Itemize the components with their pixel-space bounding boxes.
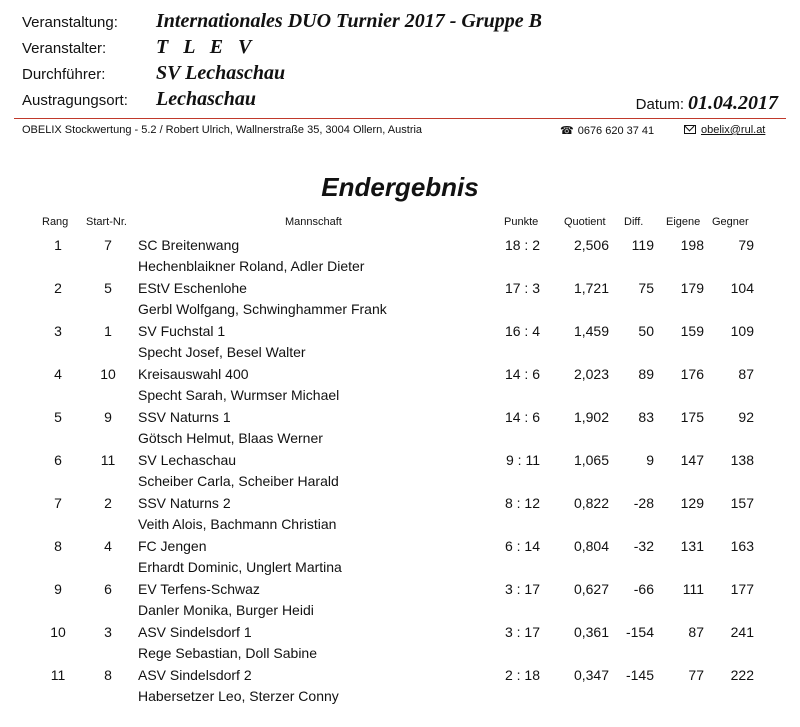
result-row bbox=[0, 448, 800, 491]
diff-cell: -154 bbox=[625, 624, 654, 640]
col-start: Start-Nr. bbox=[86, 216, 127, 228]
team-cell: ASV Sindelsdorf 1 bbox=[138, 624, 252, 640]
datum-value: 01.04.2017 bbox=[688, 92, 778, 114]
team-cell: SV Lechaschau bbox=[138, 452, 237, 468]
eigene-cell: 198 bbox=[680, 237, 704, 253]
start-cell: 10 bbox=[100, 366, 116, 382]
result-row bbox=[0, 534, 800, 577]
players-cell: Specht Sarah, Wurmser Michael bbox=[138, 387, 340, 403]
col-quotient: Quotient bbox=[564, 216, 606, 228]
gegner-cell: 241 bbox=[730, 624, 754, 640]
col-punkte: Punkte bbox=[504, 216, 539, 228]
durchfuehrer-label: Durchführer: bbox=[22, 66, 106, 83]
team-cell: FC Jengen bbox=[138, 538, 207, 554]
datum-label: Datum: bbox=[635, 96, 684, 113]
rang-cell: 11 bbox=[50, 667, 66, 683]
start-cell: 4 bbox=[104, 538, 112, 554]
austragungsort-label: Austragungsort: bbox=[22, 92, 128, 109]
rang-cell: 7 bbox=[54, 495, 62, 511]
start-cell: 2 bbox=[104, 495, 112, 511]
austragungsort-value: Lechaschau bbox=[156, 88, 256, 110]
team-cell: EV Terfens-Schwaz bbox=[138, 581, 260, 597]
punkte-cell: 2 : 18 bbox=[504, 667, 540, 683]
phone-contact bbox=[560, 124, 654, 137]
quotient-cell: 1,065 bbox=[573, 452, 609, 468]
phone-number: 0676 620 37 41 bbox=[577, 125, 655, 137]
mail-contact bbox=[684, 124, 765, 136]
players-cell: Veith Alois, Bachmann Christian bbox=[138, 516, 337, 532]
eigene-cell: 87 bbox=[688, 624, 704, 640]
rang-cell: 1 bbox=[54, 237, 62, 253]
veranstaltung-label: Veranstaltung: bbox=[22, 14, 118, 31]
gegner-cell: 177 bbox=[730, 581, 754, 597]
result-row bbox=[0, 405, 800, 448]
gegner-cell: 104 bbox=[730, 280, 754, 296]
diff-cell: -32 bbox=[633, 538, 654, 554]
col-mannschaft: Mannschaft bbox=[285, 216, 342, 228]
gegner-cell: 109 bbox=[730, 323, 754, 339]
players-cell: Danler Monika, Burger Heidi bbox=[138, 602, 314, 618]
quotient-cell: 2,023 bbox=[573, 366, 609, 382]
players-cell: Gerbl Wolfgang, Schwinghammer Frank bbox=[138, 301, 387, 317]
diff-cell: 75 bbox=[638, 280, 654, 296]
diff-cell: -145 bbox=[625, 667, 654, 683]
result-row bbox=[0, 620, 800, 663]
result-row bbox=[0, 233, 800, 276]
durchfuehrer-value: SV Lechaschau bbox=[156, 62, 286, 84]
team-cell: ASV Sindelsdorf 2 bbox=[138, 667, 252, 683]
start-cell: 3 bbox=[104, 624, 112, 640]
punkte-cell: 8 : 12 bbox=[504, 495, 540, 511]
veranstalter-value: T L E V bbox=[156, 36, 257, 58]
gegner-cell: 222 bbox=[730, 667, 754, 683]
quotient-cell: 1,902 bbox=[573, 409, 609, 425]
team-cell: EStV Eschenlohe bbox=[138, 280, 247, 296]
rang-cell: 9 bbox=[54, 581, 62, 597]
rang-cell: 10 bbox=[50, 624, 66, 640]
punkte-cell: 3 : 17 bbox=[504, 624, 540, 640]
diff-cell: -28 bbox=[633, 495, 654, 511]
players-cell: Specht Josef, Besel Walter bbox=[138, 344, 306, 360]
team-cell: SSV Naturns 1 bbox=[138, 409, 231, 425]
quotient-cell: 1,459 bbox=[573, 323, 609, 339]
quotient-cell: 0,361 bbox=[573, 624, 609, 640]
quotient-cell: 0,347 bbox=[573, 667, 609, 683]
gegner-cell: 163 bbox=[730, 538, 754, 554]
eigene-cell: 147 bbox=[680, 452, 704, 468]
eigene-cell: 179 bbox=[680, 280, 704, 296]
punkte-cell: 14 : 6 bbox=[504, 366, 540, 382]
diff-cell: -66 bbox=[633, 581, 654, 597]
rang-cell: 3 bbox=[54, 323, 62, 339]
players-cell: Erhardt Dominic, Unglert Martina bbox=[138, 559, 342, 575]
eigene-cell: 175 bbox=[680, 409, 704, 425]
punkte-cell: 9 : 11 bbox=[506, 452, 540, 468]
result-row bbox=[0, 319, 800, 362]
punkte-cell: 17 : 3 bbox=[504, 280, 540, 296]
players-cell: Götsch Helmut, Blaas Werner bbox=[138, 430, 323, 446]
result-row bbox=[0, 491, 800, 534]
punkte-cell: 14 : 6 bbox=[504, 409, 540, 425]
quotient-cell: 0,822 bbox=[573, 495, 609, 511]
gegner-cell: 138 bbox=[730, 452, 754, 468]
quotient-cell: 0,627 bbox=[573, 581, 609, 597]
players-cell: Habersetzer Leo, Sterzer Conny bbox=[138, 688, 339, 704]
eigene-cell: 159 bbox=[680, 323, 704, 339]
eigene-cell: 77 bbox=[688, 667, 704, 683]
punkte-cell: 18 : 2 bbox=[504, 237, 540, 253]
eigene-cell: 176 bbox=[680, 366, 704, 382]
phone-icon: ☎ bbox=[560, 125, 574, 137]
veranstaltung-value: Internationales DUO Turnier 2017 - Gruppe B bbox=[156, 10, 542, 32]
punkte-cell: 3 : 17 bbox=[504, 581, 540, 597]
rang-cell: 8 bbox=[54, 538, 62, 554]
team-cell: Kreisauswahl 400 bbox=[138, 366, 249, 382]
result-row bbox=[0, 663, 800, 706]
page-title: Endergebnis bbox=[321, 172, 479, 202]
rang-cell: 4 bbox=[54, 366, 62, 382]
mail-icon bbox=[684, 125, 696, 134]
players-cell: Rege Sebastian, Doll Sabine bbox=[138, 645, 318, 661]
start-cell: 6 bbox=[104, 581, 112, 597]
gegner-cell: 157 bbox=[730, 495, 754, 511]
eigene-cell: 111 bbox=[682, 581, 704, 597]
start-cell: 9 bbox=[104, 409, 112, 425]
eigene-cell: 129 bbox=[680, 495, 704, 511]
rang-cell: 2 bbox=[54, 280, 62, 296]
start-cell: 1 bbox=[104, 323, 112, 339]
col-gegner: Gegner bbox=[712, 216, 749, 228]
eigene-cell: 131 bbox=[680, 538, 704, 554]
diff-cell: 9 bbox=[646, 452, 654, 468]
gegner-cell: 79 bbox=[738, 237, 754, 253]
team-cell: SSV Naturns 2 bbox=[138, 495, 231, 511]
date-block bbox=[636, 92, 778, 115]
team-cell: SC Breitenwang bbox=[138, 237, 240, 253]
header-veranstalter-row bbox=[0, 36, 800, 62]
header-veranstaltung-row bbox=[0, 10, 800, 36]
rang-cell: 6 bbox=[54, 452, 62, 468]
rang-cell: 5 bbox=[54, 409, 62, 425]
col-rang: Rang bbox=[42, 216, 69, 228]
result-row bbox=[0, 577, 800, 620]
col-eigene: Eigene bbox=[666, 216, 701, 228]
players-cell: Scheiber Carla, Scheiber Harald bbox=[138, 473, 339, 489]
result-row bbox=[0, 362, 800, 405]
quotient-cell: 2,506 bbox=[573, 237, 609, 253]
header-durchfuehrer-row bbox=[0, 62, 800, 88]
start-cell: 11 bbox=[100, 452, 116, 468]
veranstalter-label: Veranstalter: bbox=[22, 40, 107, 57]
diff-cell: 119 bbox=[631, 237, 654, 253]
gegner-cell: 92 bbox=[738, 409, 754, 425]
gegner-cell: 87 bbox=[738, 366, 754, 382]
start-cell: 5 bbox=[104, 280, 112, 296]
players-cell: Hechenblaikner Roland, Adler Dieter bbox=[138, 258, 365, 274]
punkte-cell: 6 : 14 bbox=[504, 538, 540, 554]
col-diff: Diff. bbox=[624, 216, 644, 228]
result-row bbox=[0, 276, 800, 319]
quotient-cell: 1,721 bbox=[573, 280, 609, 296]
quotient-cell: 0,804 bbox=[573, 538, 609, 554]
start-cell: 8 bbox=[104, 667, 112, 683]
team-cell: SV Fuchstal 1 bbox=[138, 323, 226, 339]
diff-cell: 89 bbox=[638, 366, 654, 382]
header-divider bbox=[14, 118, 786, 119]
diff-cell: 50 bbox=[638, 323, 654, 339]
start-cell: 7 bbox=[104, 237, 112, 253]
email-link[interactable]: obelix@rul.at bbox=[701, 124, 766, 136]
diff-cell: 83 bbox=[638, 409, 654, 425]
punkte-cell: 16 : 4 bbox=[504, 323, 540, 339]
software-credit: OBELIX Stockwertung - 5.2 / Robert Ulrich, Wallnerstraße 35, 3004 Ollern, Austria bbox=[22, 124, 423, 136]
